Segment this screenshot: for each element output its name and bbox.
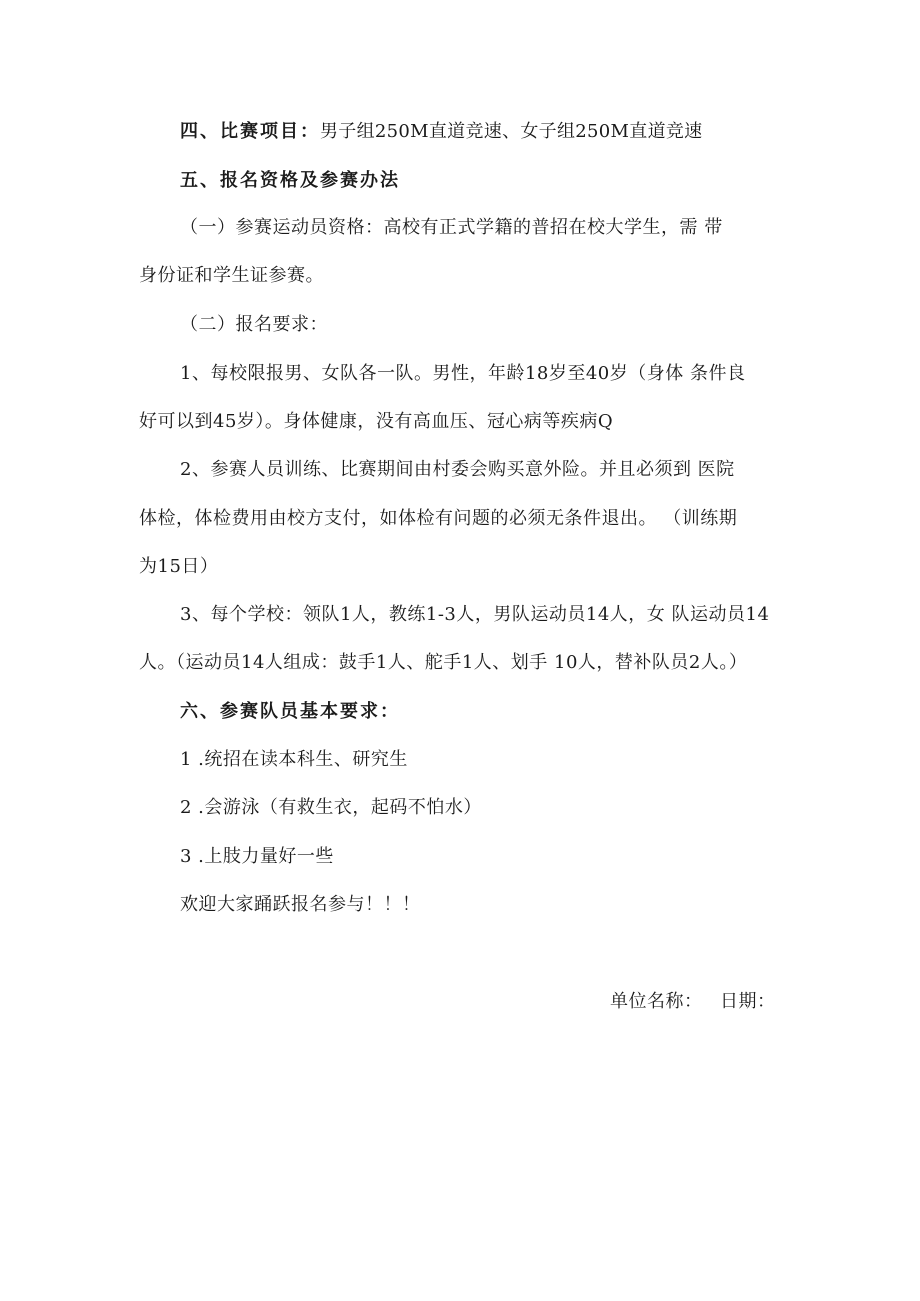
- requirement-1-line-1: 1、每校限报男、女队各一队。男性，年龄18岁至40岁（身体 条件良: [180, 363, 746, 384]
- footer-date-label: 日期：: [720, 991, 776, 1012]
- eligibility-line-1: （一）参赛运动员资格：高校有正式学籍的普招在校大学生，需 带: [180, 217, 723, 238]
- requirements-title: （二）报名要求：: [180, 314, 328, 335]
- basic-requirement-1: 1 .统招在读本科生、研究生: [180, 749, 408, 770]
- requirement-3-line-2: 人。（运动员14人组成：鼓手1人、舵手1人、划手 10人，替补队员2人。）: [139, 652, 748, 673]
- section-6-title: 六、参赛队员基本要求：: [180, 701, 400, 722]
- closing-text: 欢迎大家踊跃报名参与！！！: [180, 894, 421, 915]
- requirement-3-line-1: 3、每个学校：领队1人，教练1-3人，男队运动员14人，女 队运动员14: [180, 604, 770, 625]
- basic-requirement-2: 2 .会游泳（有救生衣，起码不怕水）: [180, 797, 482, 818]
- section-4-text: 男子组250M直道竞速、女子组250M直道竞速: [320, 121, 703, 142]
- footer-unit-label: 单位名称：: [610, 991, 703, 1012]
- requirement-2-line-3: 为15日）: [139, 556, 219, 577]
- basic-requirement-3: 3 .上肢力量好一些: [180, 846, 334, 867]
- requirement-1-line-2: 好可以到45岁）。身体健康，没有高血压、冠心病等疾病Q: [139, 411, 614, 432]
- eligibility-line-2: 身份证和学生证参赛。: [139, 265, 324, 286]
- section-4-heading: [180, 120, 702, 144]
- section-4-label: 四、比赛项目：: [180, 121, 320, 142]
- section-5-title: 五、报名资格及参赛办法: [180, 170, 400, 191]
- requirement-2-line-2: 体检，体检费用由校方支付，如体检有问题的必须无条件退出。 （训练期: [139, 508, 738, 529]
- requirement-2-line-1: 2、参赛人员训练、比赛期间由村委会购买意外险。并且必须到 医院: [180, 459, 735, 480]
